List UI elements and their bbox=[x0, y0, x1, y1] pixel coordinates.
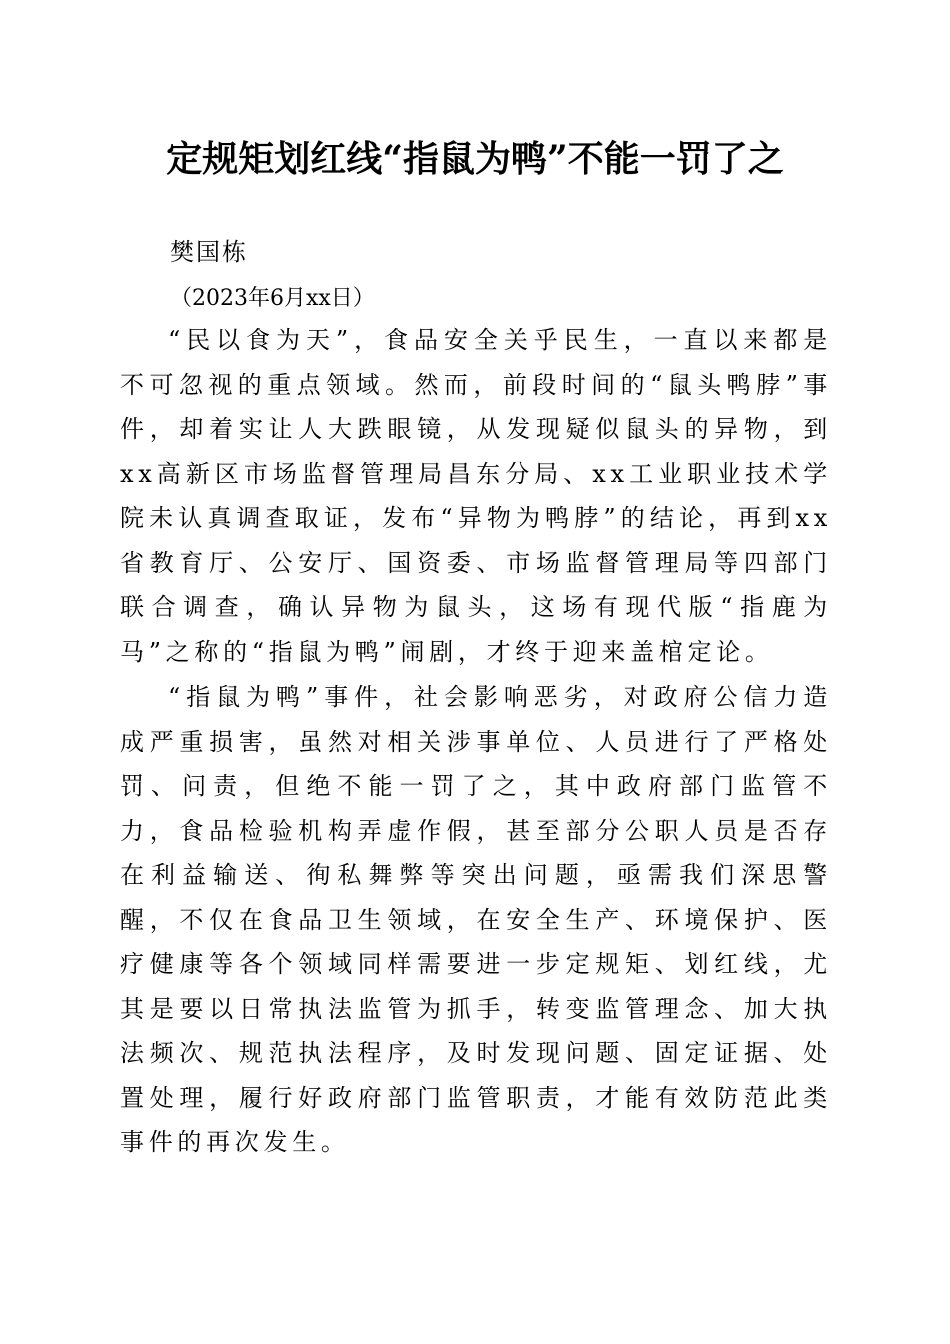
author-name: 樊国栋 bbox=[170, 238, 248, 266]
body-paragraph-1: “民以食为天”，食品安全关乎民生，一直以来都是不可忽视的重点领域。然而，前段时间的“鼠头鸭脖”事件，却着实让人大跌眼镜，从发现疑似鼠头的异物，到xx高新区市场监督管理局昌东分局、xx工业职业技术学院未认真调查取证，发布“异物为鸭脖”的结论，再到xx省教育厅、公安厅、国资委、市场监督管理局等四部门联合调查，确认异物为鼠头，这场有现代版“指鹿为马”之称的“指鼠为鸭”闹剧，才终于迎来盖棺定论。 bbox=[120, 326, 832, 666]
body-paragraph-2: “指鼠为鸭”事件，社会影响恶劣，对政府公信力造成严重损害，虽然对相关涉事单位、人员进行了严格处罚、问责，但绝不能一罚了之，其中政府部门监管不力，食品检验机构弄虚作假，甚至部分公职人员是否存在利益输送、徇私舞弊等突出问题，亟需我们深思警醒，不仅在食品卫生领域，在安全生产、环境保护、医疗健康等各个领域同样需要进一步定规矩、划红线，尤其是要以日常执法监管为抓手，转变监管理念、加大执法频次、规范执法程序，及时发现问题、固定证据、处置处理，履行好政府部门监管职责，才能有效防范此类事件的再次发生。 bbox=[120, 683, 832, 1156]
document-title: 定规矩划红线“指鼠为鸭”不能一罚了之 bbox=[166, 138, 784, 180]
publish-date: （2023年6月xx日） bbox=[170, 286, 375, 311]
